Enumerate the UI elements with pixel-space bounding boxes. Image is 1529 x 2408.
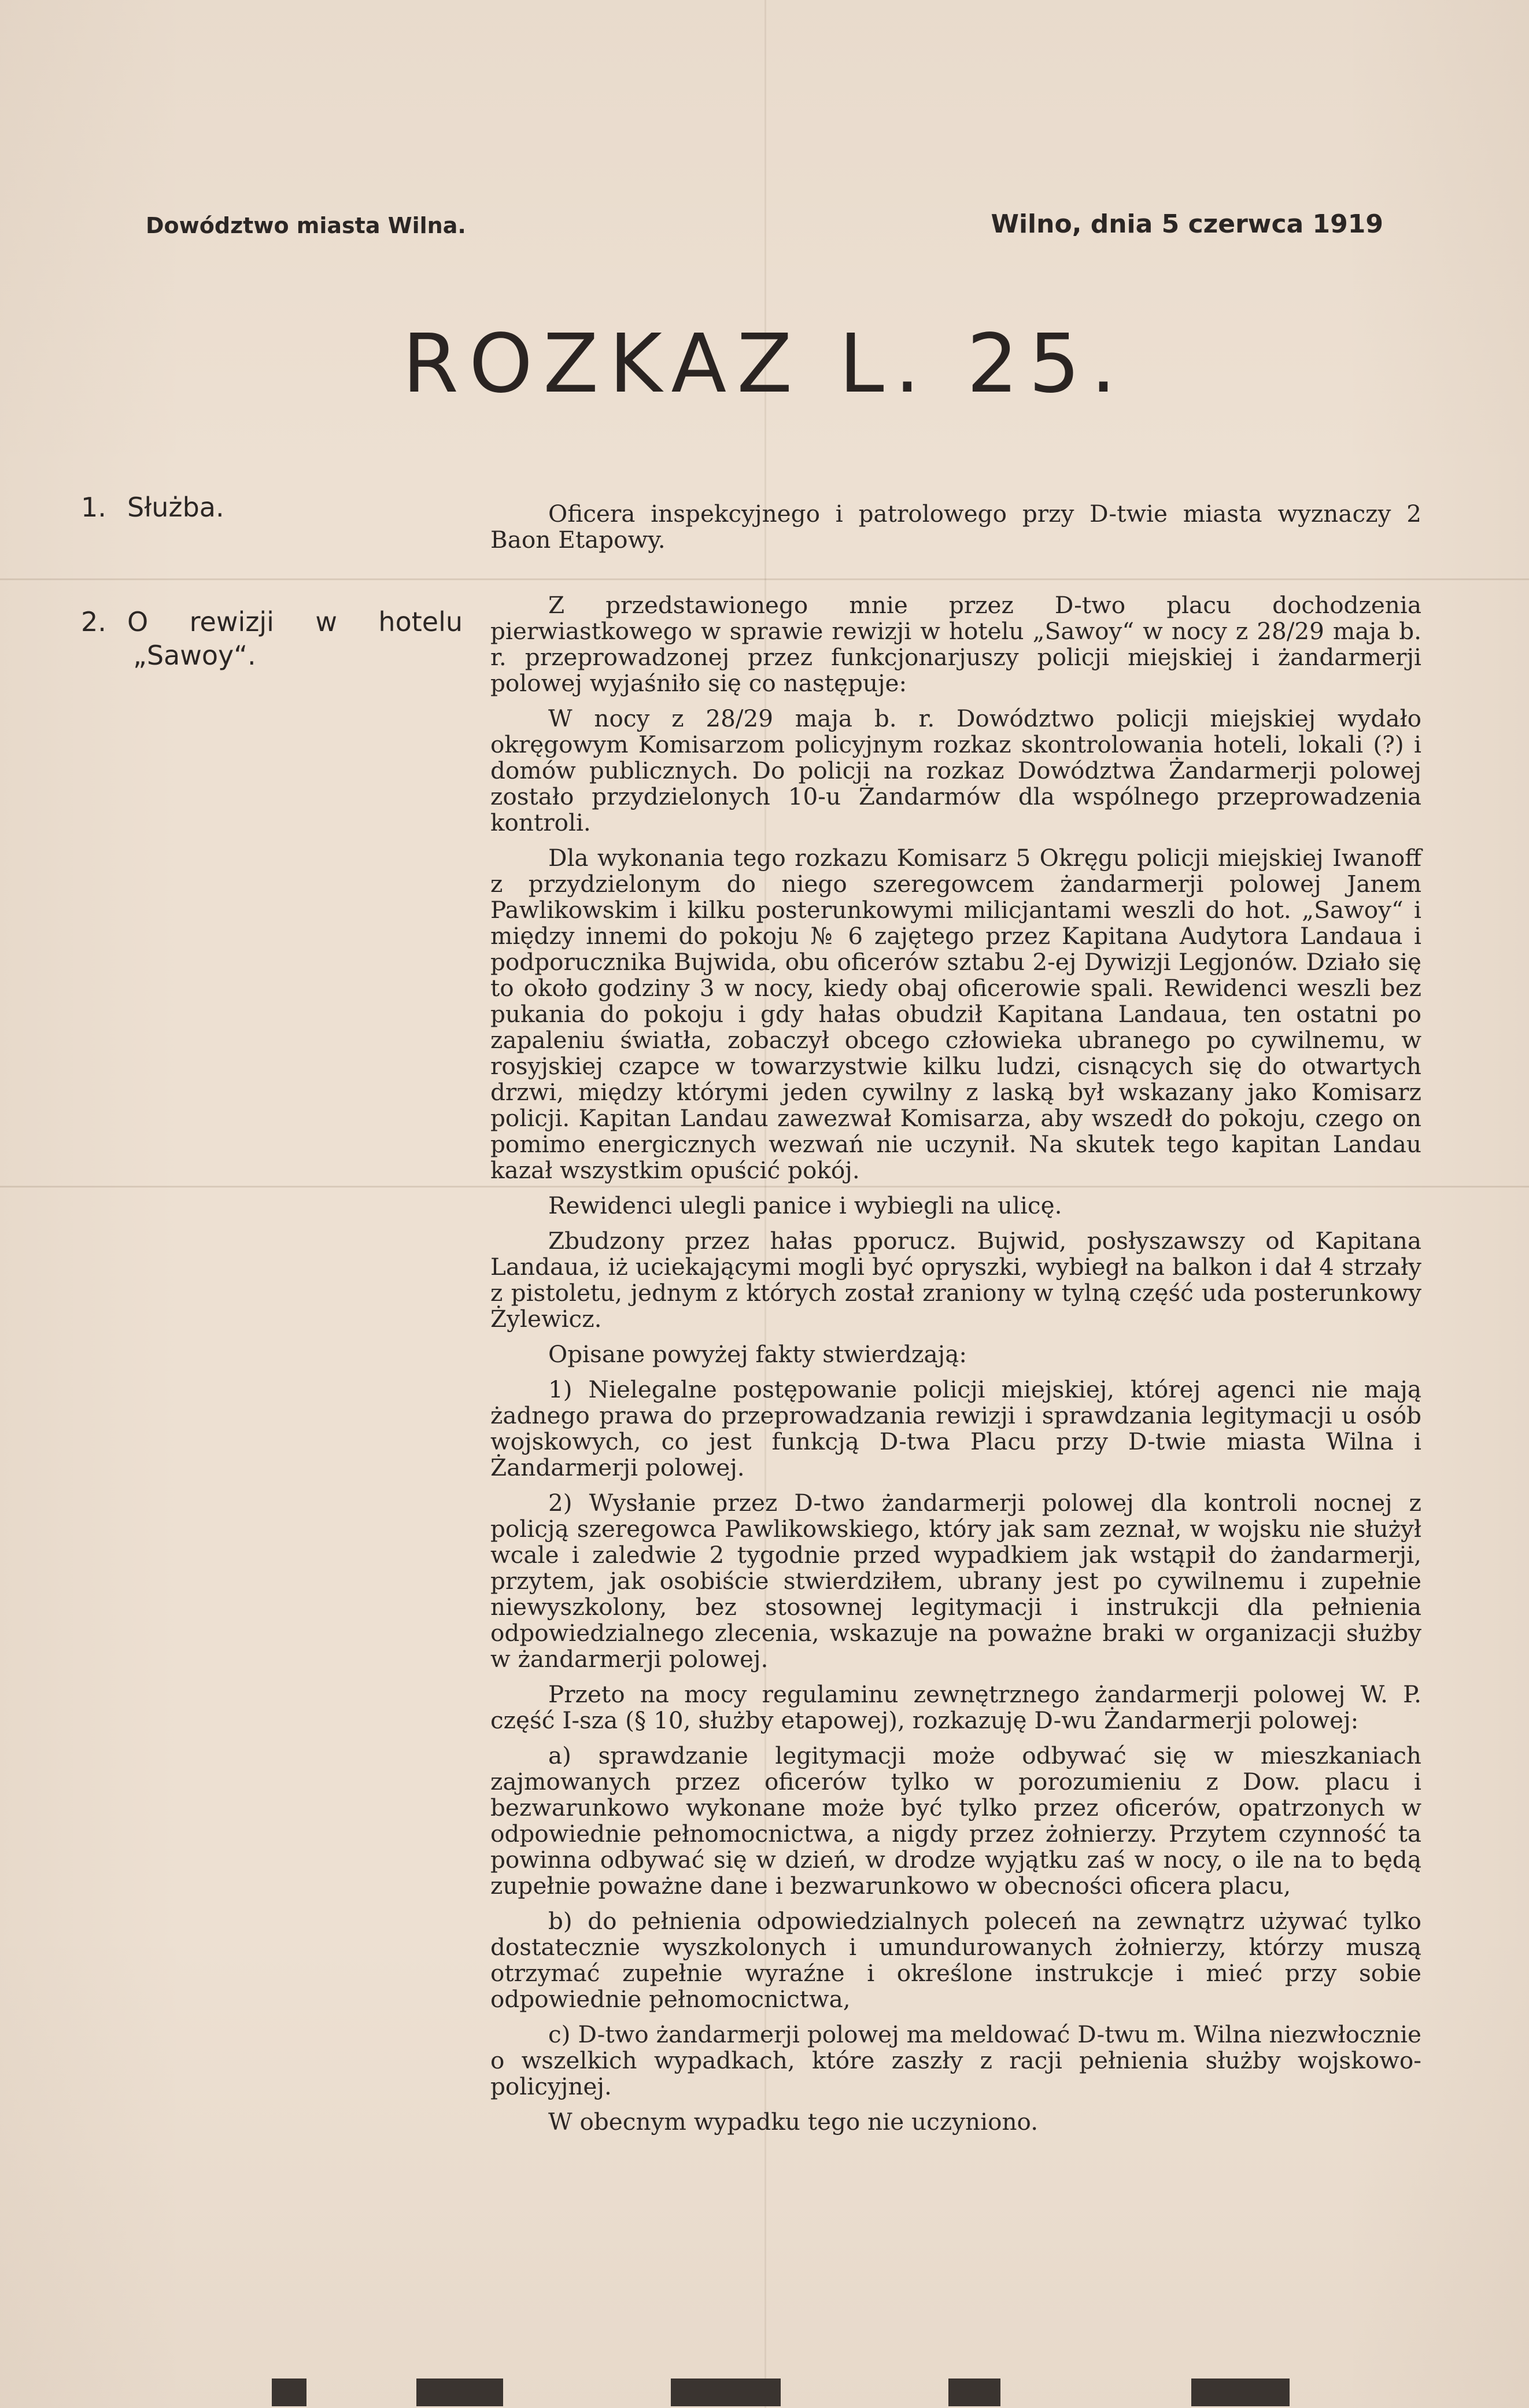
paragraph: Przeto na mocy regulaminu zewnętrznego żandarmerji polowej W. P. część I-sza (§ 10, służby etapowej), rozkazuję D-wu Żandarmerji polowej: xyxy=(490,1680,1421,1734)
list-item: b) do pełnienia odpowiedzialnych poleceń na zewnątrz używać tylko dostatecznie wyszkolonych i umundurowanych żołnierzy, którzy muszą otrzymać zupełnie wyraźne i określone instrukcje i mieć przy sobie odpowiednie pełnomocnictwa, xyxy=(490,1907,1421,2013)
paragraph: Zbudzony przez hałas pporucz. Bujwid, posłyszawszy od Kapitana Landaua, iż uciekającymi mogli być opryszki, wybiegł na balkon i dał 4 strzały z pistoletu, jednym z których został zraniony w tylną część uda posterunkowy Żylewicz. xyxy=(490,1227,1421,1333)
list-item: 2) Wysłanie przez D-two żandarmerji polowej dla kontroli nocnej z policją szeregowca Pawlikowskiego, który jak sam zeznał, w wojsku nie służył wcale i zaledwie 2 tygodnie przed wypadkiem jak wstąpił do żandarmerji, przytem, jak osobiście stwierdziłem, ubrany jest po cywilnemu i zupełnie niewyszkolony, bez stosownej legitymacji i instrukcji dla pełnienia odpowiedzialnego zlecenia, wskazuje na poważne braki w organizacji służby w żandarmerji polowej. xyxy=(490,1489,1421,1673)
ink-fragment xyxy=(671,2379,781,2406)
paragraph: W nocy z 28/29 maja b. r. Dowództwo policji miejskiej wydało okręgowym Komisarzom policyjnym rozkaz skontrolowania hoteli, lokali (?) i domów publicznych. Do policji na rozkaz Dowództwa Żandarmerji polowej zostało przydzielonych 10-u Żandarmów dla wspólnego przeprowadzenia kontroli. xyxy=(490,705,1421,836)
place-date: Wilno, dnia 5 czerwca 1919 xyxy=(991,209,1383,239)
section-title: Służba. xyxy=(127,492,224,523)
paragraph: Rewidenci ulegli panice i wybiegli na ulicę. xyxy=(548,1192,1062,1219)
paragraph: W obecnym wypadku tego nie uczyniono. xyxy=(548,2108,1039,2136)
section-number: 2. xyxy=(81,606,106,637)
document-title: ROZKAZ L. 25. xyxy=(402,317,1127,411)
list-item: c) D-two żandarmerji polowej ma meldować D-twu m. Wilna niezwłocznie o wszelkich wypadkach, które zaszły z racji pełnienia służby wojskowo-policyjnej. xyxy=(490,2020,1421,2100)
ink-fragment xyxy=(416,2379,503,2406)
paragraph: Dla wykonania tego rozkazu Komisarz 5 Okręgu policji miejskiej Iwanoff z przydzielonym do niego szeregowcem żandarmerji polowej Janem Pawlikowskim i kilku posterunkowymi milicjantami weszli do hot. „Sawoy“ i między innemi do pokoju № 6 zajętego przez Kapitana Audytora Landaua i podporucznika Bujwida, obu oficerów sztabu 2-ej Dywizji Legjonów. Działo się to około godziny 3 w nocy, kiedy obaj oficerowie spali. Rewidenci weszli bez pukania do pokoju i gdy hałas obudził Kapitana Landaua, ten ostatni po zapaleniu światła, zobaczył obcego człowieka ubranego po cywilnemu, w rosyjskiej czapce w towarzystwie kilku ludzi, cisnących się do otwartych drzwi, między którymi jeden cywilny z laską był wskazany jako Komisarz policji. Kapitan Landau zawezwał Komisarza, aby wszedł do pokoju, czego on pomimo energicznych wezwań nie uczynił. Na skutek tego kapitan Landau kazał wszystkim opuścić pokój. xyxy=(490,844,1421,1184)
cut-off-text-fragments xyxy=(0,2372,1529,2408)
section-title-cont: „Sawoy“. xyxy=(133,640,256,671)
ink-fragment xyxy=(272,2379,306,2406)
ink-fragment xyxy=(1191,2379,1290,2406)
paragraph: Oficera inspekcyjnego i patrolowego przy D-twie miasta wyznaczy 2 Baon Etapowy. xyxy=(490,500,1421,554)
section-title: O rewizji w hotelu xyxy=(127,606,463,637)
section-number: 1. xyxy=(81,492,106,523)
issuer-heading: Dowództwo miasta Wilna. xyxy=(146,213,466,238)
paragraph: Z przedstawionego mnie przez D-two placu dochodzenia pierwiastkowego w sprawie rewizji w hotelu „Sawoy“ w nocy z 28/29 maja b. r. przeprowadzonej przez funkcjonarjuszy policji miejskiej i żandarmerji polowej wyjaśniło się co następuje: xyxy=(490,591,1421,697)
list-item: 1) Nielegalne postępowanie policji miejskiej, której agenci nie mają żadnego prawa do przeprowadzania rewizji i sprawdzania legitymacji u osób wojskowych, co jest funkcją D-twa Placu przy D-twie miasta Wilna i Żandarmerji polowej. xyxy=(490,1376,1421,1481)
order-body xyxy=(490,501,1421,2144)
paragraph: Opisane powyżej fakty stwierdzają: xyxy=(548,1340,967,1368)
ink-fragment xyxy=(948,2379,1000,2406)
list-item: a) sprawdzanie legitymacji może odbywać się w mieszkaniach zajmowanych przez oficerów tylko w porozumieniu z Dow. placu i bezwarunkowo wykonane może być tylko przez oficerów, opatrzonych w odpowiednie pełnomocnictwa, a nigdy przez żołnierzy. Przytem czynność ta powinna odbywać się w dzień, w drodze wyjątku zaś w nocy, o ile na to będą zupełnie poważne dane i bezwarunkowo w obecności oficera placu, xyxy=(490,1742,1421,1900)
